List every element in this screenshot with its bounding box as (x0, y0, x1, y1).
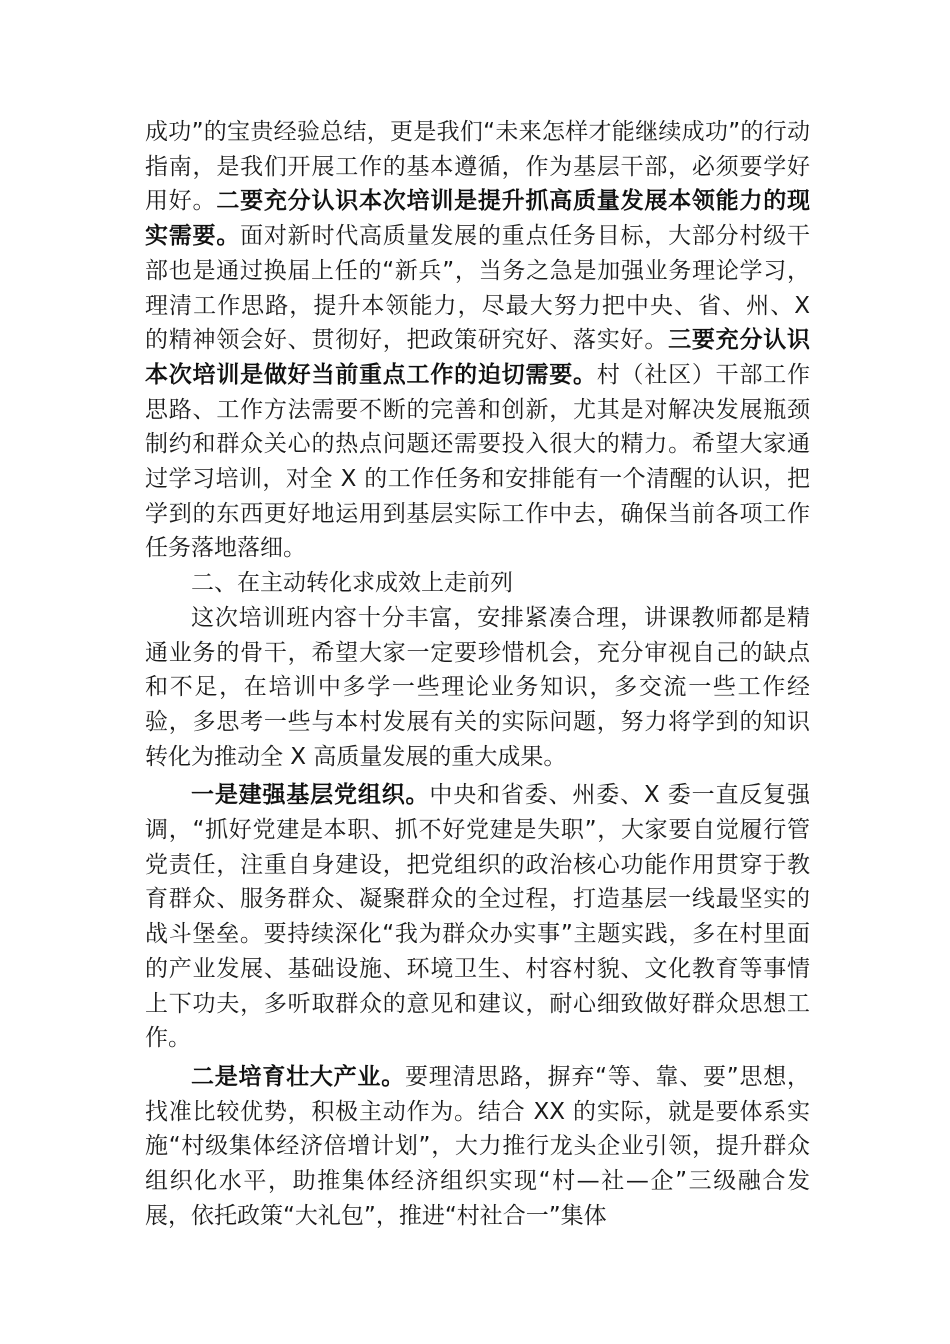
bold-lead-phrase: 一是建强基层党组织。 (191, 782, 430, 809)
paragraph (145, 1060, 810, 1234)
paragraph-text: 中央和省委、州委、X 委一直反复强调，“抓好党建是本职、抓不好党建是失职”，大家要自觉履行管党责任，注重自身建设，把党组织的政治核心功能作用贯穿于教育群众、服务群众、凝聚群众的全过程，打造基层一线最坚实的战斗堡垒。要持续深化“我为群众办实事”主题实践，多在村里面的产业发展、基础设施、环境卫生、村容村貌、文化教育等事情上下功夫，多听取群众的意见和建议，耐心细致做好群众思想工作。 (145, 782, 810, 1052)
bold-lead-phrase: 三要充分认识本次培训是做好当前重点工作的迫切需要。 (145, 327, 811, 388)
paragraph-text: 面对新时代高质量发展的重点任务目标，大部分村级干部也是通过换届上任的“新兵”，当务之急是加强业务理论学习，理清工作思路，提升本领能力，尽最大努力把中央、省、州、X 的精神领会好、贯彻好，把政策研究好、落实好。 (145, 223, 811, 354)
paragraph-continued (145, 115, 810, 566)
paragraph-text: 要理清思路，摒弃“等、靠、要”思想，找准比较优势，积极主动作为。结合 XX 的实际，就是要体系实施“村级集体经济倍增计划”，大力推行龙头企业引领，提升群众组织化水平，助推集体经济组织实现“村—社—企”三级融合发展，依托政策“大礼包”，推进“村社合一”集体 (145, 1063, 810, 1229)
paragraph (145, 778, 810, 1056)
bold-lead-phrase: 二是培育壮大产业。 (191, 1063, 405, 1090)
bold-lead-phrase: 二要充分认识本次培训是提升抓高质量发展本领能力的现实需要。 (145, 188, 811, 250)
section-heading: 二、在主动转化求成效上走前列 (191, 570, 513, 597)
document-body (145, 115, 810, 1234)
paragraph-text: 成功”的宝贵经验总结，更是我们“未来怎样才能继续成功”的行动指南，是我们开展工作的基本遵循，作为基层干部，必须要学好用好。 (145, 119, 810, 215)
paragraph-text: 村（社区）干部工作思路、工作方法需要不断的完善和创新，尤其是对解决发展瓶颈制约和群众关心的热点问题还需要投入很大的精力。希望大家通过学习培训，对全 X 的工作任务和安排能有一个清醒的认识，把学到的东西更好地运用到基层实际工作中去，确保当前各项工作任务落地落细。 (145, 361, 811, 562)
paragraph: 这次培训班内容十分丰富，安排紧凑合理，讲课教师都是精通业务的骨干，希望大家一定要珍惜机会，充分审视自己的缺点和不足，在培训中多学一些理论业务知识，多交流一些工作经验，多思考一些与本村发展有关的实际问题，努力将学到的知识转化为推动全 X 高质量发展的重大成果。 (145, 604, 810, 770)
